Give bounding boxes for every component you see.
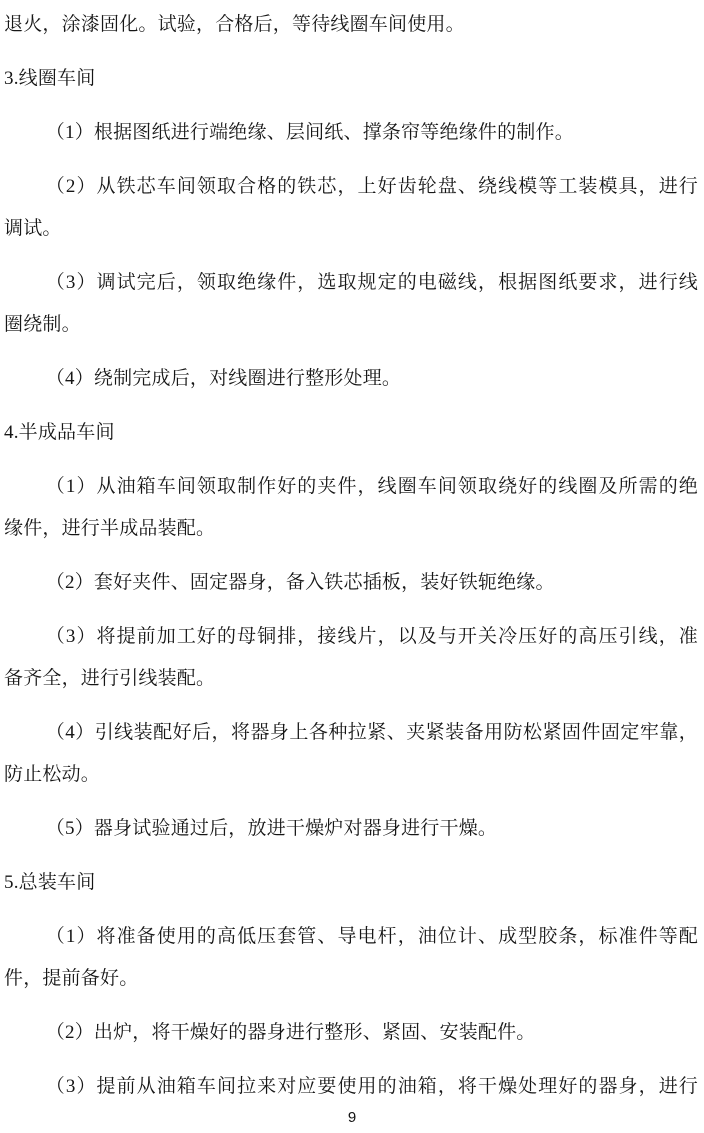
paragraph [4, 358, 698, 400]
text-line: （3）提前从油箱车间拉来对应要使用的油箱，将干燥处理好的器身，进行 [45, 1076, 698, 1097]
text-line: （1）将准备使用的高低压套管、导电杆，油位计、成型胶条，标准件等配 [45, 926, 698, 947]
text-line: 缘件，进行半成品装配。 [4, 518, 216, 539]
text-line: （4）引线装配好后，将器身上各种拉紧、夹紧装备用防松紧固件固定牢靠， [45, 722, 698, 743]
paragraph [4, 1066, 698, 1108]
paragraph [4, 616, 698, 700]
text-line: （2）出炉，将干燥好的器身进行整形、紧固、安装配件。 [45, 1022, 536, 1043]
text-line: （4）绕制完成后，对线圈进行整形处理。 [45, 368, 402, 389]
text-line: （1）根据图纸进行端绝缘、层间纸、撑条帘等绝缘件的制作。 [45, 122, 574, 143]
text-line: 4.半成品车间 [4, 422, 115, 443]
paragraph [4, 112, 698, 154]
paragraph [4, 712, 698, 796]
text-line: 圈绕制。 [4, 314, 81, 335]
page-number: 9 [347, 1109, 357, 1126]
paragraph [4, 4, 698, 46]
text-line: 调试。 [4, 218, 62, 239]
section-heading [4, 862, 698, 904]
document-body [4, 4, 698, 1120]
text-line: （2）套好夹件、固定器身，备入铁芯插板，装好铁轭绝缘。 [45, 572, 555, 593]
paragraph [4, 808, 698, 850]
text-line: （3）将提前加工好的母铜排，接线片，以及与开关冷压好的高压引线，准 [45, 626, 698, 647]
paragraph [4, 916, 698, 1000]
text-line: （1）从油箱车间领取制作好的夹件，线圈车间领取绕好的线圈及所需的绝 [45, 476, 698, 497]
section-heading [4, 412, 698, 454]
text-line: 退火，涂漆固化。试验，合格后，等待线圈车间使用。 [4, 14, 465, 35]
paragraph [4, 562, 698, 604]
text-line: （3）调试完后，领取绝缘件，选取规定的电磁线，根据图纸要求，进行线 [45, 272, 698, 293]
text-line: 件，提前备好。 [4, 968, 139, 989]
text-line: （5）器身试验通过后，放进干燥炉对器身进行干燥。 [45, 818, 498, 839]
text-line: 5.总装车间 [4, 872, 96, 893]
paragraph [4, 262, 698, 346]
paragraph [4, 166, 698, 250]
paragraph [4, 1012, 698, 1054]
section-heading [4, 58, 698, 100]
paragraph [4, 466, 698, 550]
text-line: 防止松动。 [4, 764, 101, 785]
page-footer [0, 1109, 704, 1127]
text-line: 3.线圈车间 [4, 68, 96, 89]
text-line: （2）从铁芯车间领取合格的铁芯，上好齿轮盘、绕线模等工装模具，进行 [45, 176, 698, 197]
text-line: 备齐全，进行引线装配。 [4, 668, 216, 689]
